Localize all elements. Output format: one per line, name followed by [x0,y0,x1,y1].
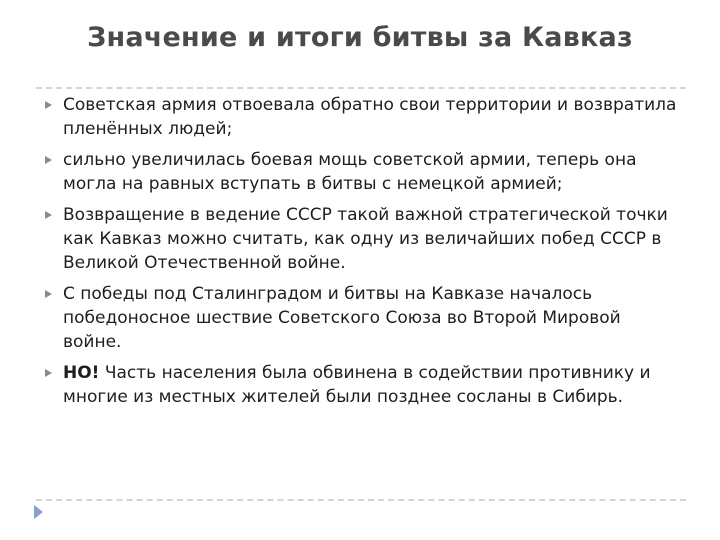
bullet-item [44,203,684,275]
bullet-item [44,93,684,141]
bullet-item [44,361,684,409]
bullet-triangle-icon [45,101,52,109]
bullet-triangle-icon [45,369,52,377]
bullet-item [44,148,684,196]
bullet-item [44,282,684,354]
slide-title: Значение и итоги битвы за Кавказ [87,22,633,53]
bullet-triangle-icon [45,156,52,164]
corner-triangle-icon [34,505,43,519]
bullet-text: Возвращение в ведение СССР такой важной стратегической точки как Кавказ можно считать, как одну из величайших побед СССР в Великой Отечественной войне. [63,205,668,273]
bullet-text: Часть населения была обвинена в содействии противнику и многие из местных жителей были позднее сосланы в Сибирь. [63,363,651,407]
top-divider [36,87,686,89]
bullet-triangle-icon [45,211,52,219]
bullet-text: С победы под Сталинградом и битвы на Кавказе началось победоносное шествие Советского Союза во Второй Мировой войне. [63,284,621,352]
bottom-divider [36,499,686,501]
bullet-lead-text: НО! [63,363,100,383]
bullet-text: сильно увеличилась боевая мощь советской армии, теперь она могла на равных вступать в битвы с немецкой армией; [63,150,637,194]
bullet-text: Советская армия отвоевала обратно свои территории и возвратила пленённых людей; [63,95,677,139]
bullet-triangle-icon [45,290,52,298]
bullet-list [44,93,684,416]
